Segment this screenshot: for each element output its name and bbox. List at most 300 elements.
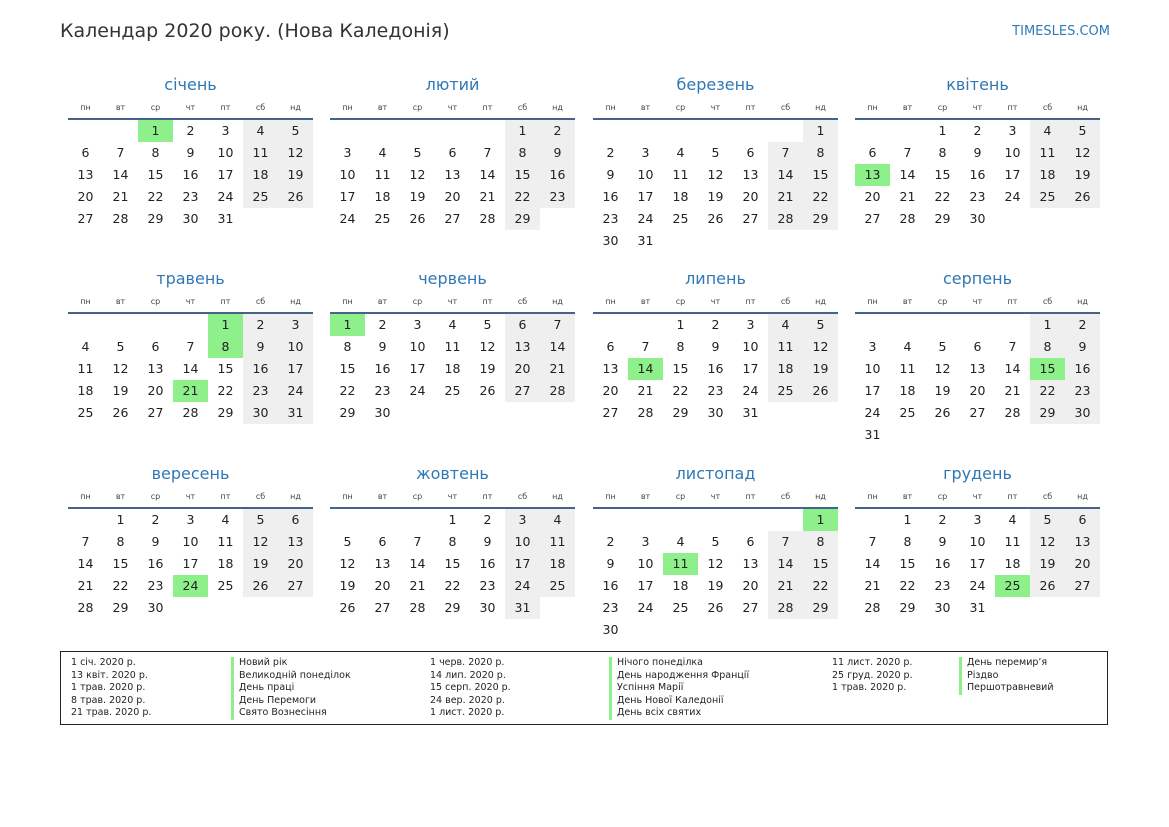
empty-cell xyxy=(400,509,435,531)
day-cell: 2 xyxy=(606,145,615,160)
day-cell: 13 xyxy=(444,167,461,182)
day-cell: 20 xyxy=(602,383,619,398)
weekday-label: чт xyxy=(710,297,721,306)
day-cell: 27 xyxy=(1065,575,1100,597)
month-2 xyxy=(330,74,575,230)
empty-cell xyxy=(733,120,768,142)
day-cell: 5 xyxy=(413,145,422,160)
day-cell: 21 xyxy=(768,575,803,597)
holiday-day: 1 xyxy=(138,120,173,142)
empty-cell xyxy=(768,509,803,531)
day-cell: 11 xyxy=(540,531,575,553)
empty-cell xyxy=(103,120,138,142)
day-cell: 15 xyxy=(934,167,951,182)
legend-dates xyxy=(832,657,913,695)
day-cell: 11 xyxy=(899,361,916,376)
weekday-label: ср xyxy=(937,103,948,112)
legend-names xyxy=(609,657,749,720)
day-cell: 5 xyxy=(483,317,492,332)
day-cell: 10 xyxy=(1004,145,1021,160)
weekday-label: ср xyxy=(150,103,161,112)
day-cell: 26 xyxy=(479,383,496,398)
legend-holiday-name: Великодній понеділок xyxy=(231,670,351,683)
empty-cell xyxy=(663,120,698,142)
day-cell: 17 xyxy=(1004,167,1021,182)
page-title: Календар 2020 року. (Нова Каледонія) xyxy=(60,20,450,42)
day-cell: 2 xyxy=(973,123,982,138)
day-cell: 22 xyxy=(112,578,129,593)
day-cell: 7 xyxy=(483,145,492,160)
day-cell: 18 xyxy=(77,383,94,398)
weekday-header xyxy=(593,489,838,505)
weekday-label: ср xyxy=(412,492,423,501)
day-cell: 25 xyxy=(444,383,461,398)
day-cell: 19 xyxy=(803,358,838,380)
day-cell: 18 xyxy=(768,358,803,380)
day-cell: 22 xyxy=(1030,380,1065,402)
day-grid xyxy=(330,509,575,619)
empty-cell xyxy=(663,509,698,531)
day-cell: 14 xyxy=(1004,361,1021,376)
day-cell: 25 xyxy=(540,575,575,597)
day-cell: 19 xyxy=(707,189,724,204)
day-cell: 25 xyxy=(768,380,803,402)
legend-holiday-name: День всіх святих xyxy=(609,707,749,720)
empty-cell xyxy=(698,509,733,531)
day-cell: 21 xyxy=(864,578,881,593)
day-cell: 1 xyxy=(448,512,457,527)
day-cell: 4 xyxy=(676,145,685,160)
weekday-label: пн xyxy=(342,297,353,306)
day-cell: 12 xyxy=(707,556,724,571)
day-cell: 14 xyxy=(77,556,94,571)
weekday-label: чт xyxy=(185,492,196,501)
day-cell: 5 xyxy=(803,314,838,336)
day-cell: 9 xyxy=(606,167,615,182)
day-cell: 16 xyxy=(182,167,199,182)
day-grid xyxy=(855,120,1100,230)
legend-holiday-name: Нічого понеділка xyxy=(609,657,749,670)
day-cell: 13 xyxy=(278,531,313,553)
weekday-label: чт xyxy=(447,103,458,112)
day-cell: 27 xyxy=(742,211,759,226)
weekday-label: вт xyxy=(377,103,388,112)
day-cell: 8 xyxy=(803,142,838,164)
day-cell: 5 xyxy=(243,509,278,531)
day-cell: 11 xyxy=(768,336,803,358)
weekday-label: вт xyxy=(640,103,651,112)
holiday-day: 14 xyxy=(628,358,663,380)
day-cell: 9 xyxy=(540,142,575,164)
weekday-label: вт xyxy=(902,297,913,306)
day-cell: 29 xyxy=(147,211,164,226)
legend-date: 11 лист. 2020 р. xyxy=(832,657,913,668)
day-cell: 27 xyxy=(77,211,94,226)
weekday-label: пн xyxy=(605,492,616,501)
day-cell: 24 xyxy=(217,189,234,204)
legend-date: 1 січ. 2020 р. xyxy=(71,657,136,668)
day-cell: 29 xyxy=(672,405,689,420)
day-cell: 16 xyxy=(147,556,164,571)
weekday-label: пт xyxy=(1007,492,1018,501)
day-cell: 17 xyxy=(637,189,654,204)
day-cell: 31 xyxy=(969,600,986,615)
weekday-label: пн xyxy=(342,103,353,112)
day-cell: 15 xyxy=(505,164,540,186)
day-cell: 22 xyxy=(672,383,689,398)
day-grid xyxy=(330,120,575,230)
day-cell: 20 xyxy=(742,578,759,593)
empty-cell xyxy=(628,120,663,142)
weekday-label: пт xyxy=(220,103,231,112)
empty-cell xyxy=(400,120,435,142)
month-8 xyxy=(855,268,1100,446)
day-cell: 8 xyxy=(116,534,125,549)
day-cell: 14 xyxy=(864,556,881,571)
day-cell: 20 xyxy=(77,189,94,204)
day-cell: 26 xyxy=(1065,186,1100,208)
weekday-label: вт xyxy=(902,492,913,501)
day-cell: 12 xyxy=(803,336,838,358)
day-grid xyxy=(593,509,838,641)
day-cell: 27 xyxy=(505,380,540,402)
day-cell: 25 xyxy=(217,578,234,593)
month-name: червень xyxy=(418,269,487,288)
day-cell: 6 xyxy=(448,145,457,160)
day-cell: 7 xyxy=(903,145,912,160)
weekday-label: ср xyxy=(675,492,686,501)
weekday-label: пт xyxy=(1007,297,1018,306)
day-cell: 9 xyxy=(938,534,947,549)
calendar-months xyxy=(68,0,1102,650)
day-cell: 12 xyxy=(1065,142,1100,164)
legend-date: 1 черв. 2020 р. xyxy=(430,657,505,668)
day-cell: 24 xyxy=(505,575,540,597)
day-cell: 6 xyxy=(746,145,755,160)
day-cell: 30 xyxy=(969,211,986,226)
holiday-day: 21 xyxy=(173,380,208,402)
day-cell: 23 xyxy=(707,383,724,398)
day-cell: 3 xyxy=(641,534,650,549)
day-cell: 26 xyxy=(803,380,838,402)
day-cell: 22 xyxy=(217,383,234,398)
day-cell: 10 xyxy=(742,339,759,354)
day-cell: 14 xyxy=(409,556,426,571)
day-cell: 31 xyxy=(637,233,654,248)
day-cell: 22 xyxy=(505,186,540,208)
day-cell: 18 xyxy=(672,189,689,204)
day-cell: 25 xyxy=(1030,186,1065,208)
day-cell: 24 xyxy=(278,380,313,402)
day-cell: 4 xyxy=(1008,512,1017,527)
day-cell: 18 xyxy=(899,383,916,398)
weekday-label: пт xyxy=(1007,103,1018,112)
day-cell: 3 xyxy=(1008,123,1017,138)
day-cell: 14 xyxy=(182,361,199,376)
day-cell: 8 xyxy=(903,534,912,549)
weekday-label: нд xyxy=(290,103,301,112)
weekday-label: вт xyxy=(115,103,126,112)
empty-cell xyxy=(138,314,173,336)
weekday-label: сб xyxy=(517,492,528,501)
day-cell: 17 xyxy=(217,167,234,182)
empty-cell xyxy=(173,314,208,336)
day-cell: 30 xyxy=(602,233,619,248)
empty-cell xyxy=(960,314,995,336)
day-cell: 29 xyxy=(217,405,234,420)
day-cell: 30 xyxy=(934,600,951,615)
month-7 xyxy=(593,268,838,424)
day-cell: 12 xyxy=(278,142,313,164)
day-cell: 24 xyxy=(339,211,356,226)
weekday-label: сб xyxy=(1042,103,1053,112)
weekday-label: сб xyxy=(517,297,528,306)
holiday-day: 1 xyxy=(803,509,838,531)
weekday-label: чт xyxy=(447,492,458,501)
month-5 xyxy=(68,268,313,424)
day-cell: 4 xyxy=(676,534,685,549)
day-cell: 24 xyxy=(742,383,759,398)
day-cell: 31 xyxy=(505,597,540,619)
day-cell: 16 xyxy=(243,358,278,380)
day-cell: 30 xyxy=(602,622,619,637)
holiday-day: 13 xyxy=(855,164,890,186)
day-cell: 5 xyxy=(343,534,352,549)
legend-holiday-name: Першотравневий xyxy=(959,682,1054,695)
empty-cell xyxy=(68,509,103,531)
day-cell: 27 xyxy=(444,211,461,226)
month-3 xyxy=(593,74,838,252)
day-cell: 16 xyxy=(707,361,724,376)
weekday-label: пн xyxy=(80,492,91,501)
day-cell: 3 xyxy=(973,512,982,527)
day-cell: 24 xyxy=(969,578,986,593)
empty-cell xyxy=(890,120,925,142)
weekday-label: пт xyxy=(220,492,231,501)
empty-cell xyxy=(330,509,365,531)
legend-date: 21 трав. 2020 р. xyxy=(71,707,152,719)
day-cell: 24 xyxy=(637,211,654,226)
day-cell: 5 xyxy=(711,145,720,160)
day-cell: 30 xyxy=(374,405,391,420)
day-cell: 4 xyxy=(768,314,803,336)
day-cell: 21 xyxy=(112,189,129,204)
day-cell: 4 xyxy=(1030,120,1065,142)
day-cell: 5 xyxy=(278,120,313,142)
day-cell: 1 xyxy=(803,120,838,142)
day-cell: 8 xyxy=(505,142,540,164)
day-cell: 16 xyxy=(602,578,619,593)
day-cell: 26 xyxy=(112,405,129,420)
empty-cell xyxy=(593,120,628,142)
day-cell: 11 xyxy=(217,534,234,549)
day-cell: 27 xyxy=(278,575,313,597)
day-cell: 22 xyxy=(803,575,838,597)
day-cell: 23 xyxy=(540,186,575,208)
day-cell: 2 xyxy=(243,314,278,336)
holiday-day: 11 xyxy=(663,553,698,575)
empty-cell xyxy=(855,314,890,336)
day-cell: 25 xyxy=(374,211,391,226)
day-cell: 12 xyxy=(112,361,129,376)
day-cell: 7 xyxy=(868,534,877,549)
day-cell: 28 xyxy=(768,597,803,619)
empty-cell xyxy=(628,509,663,531)
month-name: травень xyxy=(156,269,225,288)
weekday-label: пн xyxy=(80,297,91,306)
day-cell: 22 xyxy=(147,189,164,204)
day-cell: 26 xyxy=(243,575,278,597)
day-cell: 16 xyxy=(969,167,986,182)
day-cell: 22 xyxy=(444,578,461,593)
day-cell: 27 xyxy=(864,211,881,226)
weekday-header xyxy=(855,294,1100,310)
day-cell: 9 xyxy=(151,534,160,549)
weekday-label: пн xyxy=(605,103,616,112)
empty-cell xyxy=(593,509,628,531)
weekday-label: вт xyxy=(115,492,126,501)
day-cell: 19 xyxy=(243,553,278,575)
day-cell: 3 xyxy=(186,512,195,527)
holiday-day: 1 xyxy=(208,314,243,336)
weekday-label: ср xyxy=(675,103,686,112)
day-cell: 8 xyxy=(448,534,457,549)
day-cell: 13 xyxy=(77,167,94,182)
weekday-label: пт xyxy=(745,297,756,306)
day-cell: 17 xyxy=(409,361,426,376)
weekday-label: нд xyxy=(552,103,563,112)
day-cell: 19 xyxy=(112,383,129,398)
weekday-label: пт xyxy=(220,297,231,306)
day-cell: 11 xyxy=(1030,142,1065,164)
day-grid xyxy=(68,509,313,619)
day-cell: 9 xyxy=(483,534,492,549)
empty-cell xyxy=(890,314,925,336)
day-grid xyxy=(68,120,313,230)
day-cell: 6 xyxy=(81,145,90,160)
empty-cell xyxy=(855,509,890,531)
day-cell: 15 xyxy=(672,361,689,376)
empty-cell xyxy=(68,120,103,142)
weekday-label: вт xyxy=(115,297,126,306)
weekday-header xyxy=(330,294,575,310)
empty-cell xyxy=(103,314,138,336)
weekday-label: нд xyxy=(552,297,563,306)
day-cell: 15 xyxy=(339,361,356,376)
empty-cell xyxy=(68,314,103,336)
day-cell: 14 xyxy=(112,167,129,182)
day-cell: 9 xyxy=(1065,336,1100,358)
day-cell: 4 xyxy=(448,317,457,332)
day-cell: 10 xyxy=(637,167,654,182)
weekday-label: пт xyxy=(482,492,493,501)
day-cell: 28 xyxy=(768,208,803,230)
day-cell: 17 xyxy=(182,556,199,571)
day-cell: 1 xyxy=(938,123,947,138)
day-cell: 23 xyxy=(969,189,986,204)
day-cell: 26 xyxy=(707,600,724,615)
day-cell: 30 xyxy=(479,600,496,615)
day-cell: 20 xyxy=(1065,553,1100,575)
weekday-label: чт xyxy=(185,103,196,112)
weekday-label: пн xyxy=(342,492,353,501)
day-cell: 11 xyxy=(1004,534,1021,549)
day-cell: 24 xyxy=(1004,189,1021,204)
day-cell: 18 xyxy=(1004,556,1021,571)
day-cell: 6 xyxy=(151,339,160,354)
day-cell: 16 xyxy=(374,361,391,376)
day-cell: 30 xyxy=(1065,402,1100,424)
day-cell: 18 xyxy=(444,361,461,376)
day-cell: 2 xyxy=(378,317,387,332)
weekday-label: сб xyxy=(517,103,528,112)
day-cell: 12 xyxy=(339,556,356,571)
day-cell: 2 xyxy=(1065,314,1100,336)
day-cell: 3 xyxy=(343,145,352,160)
day-cell: 29 xyxy=(934,211,951,226)
day-cell: 1 xyxy=(1030,314,1065,336)
empty-cell xyxy=(698,120,733,142)
legend-holiday-name: День праці xyxy=(231,682,351,695)
weekday-header xyxy=(68,294,313,310)
day-cell: 29 xyxy=(339,405,356,420)
day-cell: 6 xyxy=(868,145,877,160)
day-cell: 30 xyxy=(243,402,278,424)
weekday-label: вт xyxy=(377,297,388,306)
legend-date: 1 трав. 2020 р. xyxy=(832,682,907,694)
weekday-label: вт xyxy=(377,492,388,501)
day-cell: 11 xyxy=(243,142,278,164)
day-cell: 28 xyxy=(864,600,881,615)
weekday-label: ср xyxy=(937,492,948,501)
brand-link[interactable]: TIMESLES.COM xyxy=(1012,24,1110,39)
day-cell: 25 xyxy=(672,600,689,615)
day-grid xyxy=(855,314,1100,446)
day-cell: 3 xyxy=(868,339,877,354)
legend-holiday-name: День народження Франції xyxy=(609,670,749,683)
day-cell: 25 xyxy=(672,211,689,226)
month-name: грудень xyxy=(943,464,1012,483)
day-cell: 21 xyxy=(77,578,94,593)
month-9 xyxy=(68,463,313,619)
day-cell: 18 xyxy=(540,553,575,575)
day-cell: 7 xyxy=(116,145,125,160)
day-cell: 19 xyxy=(409,189,426,204)
day-cell: 14 xyxy=(768,553,803,575)
month-name: березень xyxy=(676,75,755,94)
legend-date: 24 вер. 2020 р. xyxy=(430,694,505,706)
holiday-day: 1 xyxy=(330,314,365,336)
day-cell: 12 xyxy=(1030,531,1065,553)
legend-holiday-name: Успіння Марії xyxy=(609,682,749,695)
day-cell: 15 xyxy=(803,553,838,575)
day-cell: 20 xyxy=(505,358,540,380)
weekday-label: нд xyxy=(290,297,301,306)
day-cell: 4 xyxy=(221,512,230,527)
day-cell: 24 xyxy=(409,383,426,398)
day-cell: 3 xyxy=(505,509,540,531)
day-cell: 4 xyxy=(903,339,912,354)
holiday-day: 24 xyxy=(173,575,208,597)
day-cell: 31 xyxy=(864,427,881,442)
legend-holiday-name: Новий рік xyxy=(231,657,351,670)
legend-date: 25 груд. 2020 р. xyxy=(832,669,913,681)
day-cell: 15 xyxy=(112,556,129,571)
day-cell: 10 xyxy=(339,167,356,182)
day-cell: 10 xyxy=(637,556,654,571)
month-name: лютий xyxy=(425,75,480,94)
day-cell: 22 xyxy=(934,189,951,204)
